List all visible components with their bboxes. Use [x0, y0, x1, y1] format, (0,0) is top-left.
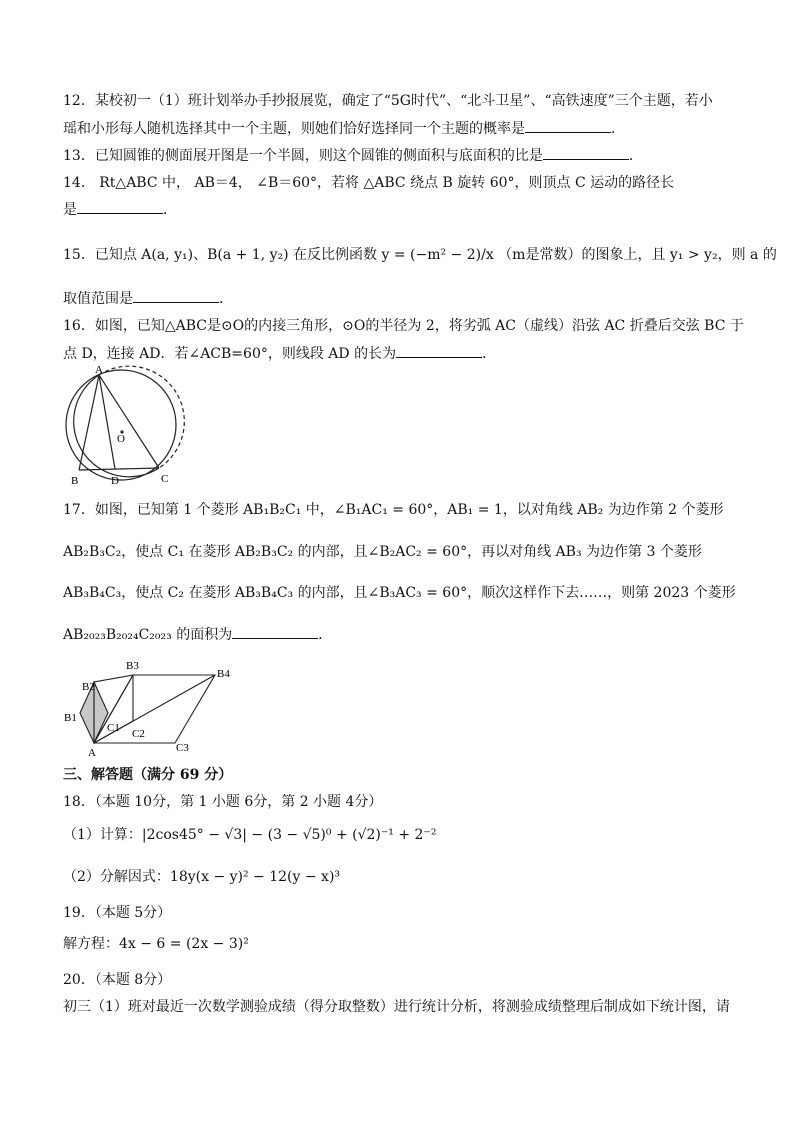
q18-part2: （2）分解因式：18y(x − y)² − 12(y − x)³ — [63, 869, 341, 885]
q13-text: 13．已知圆锥的侧面展开图是一个半圆，则这个圆锥的侧面积与底面积的比是 — [63, 148, 543, 164]
q17-line4 — [63, 624, 744, 645]
q16-label-c: C — [161, 473, 169, 485]
q17-label-c1: C1 — [107, 722, 120, 734]
q12-line1: 12．某校初一（1）班计划举办手抄报展览，确定了“5G时代”、“北斗卫星”、“高铁速度”三个主题，若小 — [63, 93, 713, 109]
q16-line2 — [63, 343, 744, 364]
q17-answer-blank — [232, 624, 318, 639]
q19-body: 解方程：4x − 6 = (2x − 3)² — [63, 936, 249, 952]
q17-label-b4: B4 — [217, 668, 230, 680]
q16-label-d: D — [111, 475, 119, 487]
q14-line2 — [63, 199, 744, 220]
q15-end: ． — [219, 291, 233, 307]
q16-segment-ac — [99, 375, 159, 468]
q14-answer-blank — [77, 199, 163, 214]
q16-circle-solid — [66, 370, 176, 480]
q15-line2 — [63, 288, 744, 309]
q14-line2-text: 是 — [63, 202, 77, 218]
q12-end: ． — [611, 121, 625, 137]
q17-label-c3: C3 — [176, 742, 189, 754]
q17-line3: AB₃B₄C₃，使点 C₂ 在菱形 AB₃B₄C₃ 的内部，且∠B₃AC₃ = 60°，顺次这样作下去……，则第 2023 个菱形 — [63, 585, 736, 601]
q13-answer-blank — [543, 145, 629, 160]
q12-line2-text: 瑶和小形每人随机选择其中一个主题，则她们恰好选择同一个主题的概率是 — [63, 121, 525, 137]
q18-header: 18．（本题 10分，第 1 小题 6分，第 2 小题 4分） — [63, 794, 383, 810]
q15-answer-blank — [133, 288, 219, 303]
q17-line1: 17．如图，已知第 1 个菱形 AB₁B₂C₁ 中，∠B₁AC₁ = 60°，AB₁ = 1，以对角线 AB₂ 为边作第 2 个菱形 — [63, 502, 724, 518]
q16-fold-arc-folded — [74, 375, 159, 477]
q17-line2: AB₂B₃C₂，使点 C₁ 在菱形 AB₂B₃C₂ 的内部，且∠B₂AC₂ = 60°，再以对角线 AB₃ 为边作第 3 个菱形 — [63, 544, 702, 560]
q16-segment-ad — [99, 375, 115, 469]
q16-end: ． — [482, 346, 497, 362]
q15-line2-text: 取值范围是 — [63, 291, 133, 307]
q17-rhombus-figure — [60, 655, 240, 765]
q16-line2-text: 点 D，连接 AD．若∠ACB=60°，则线段 AD 的长为 — [63, 346, 397, 362]
q17-label-b2: B2 — [82, 681, 95, 693]
q13-end: ． — [628, 148, 643, 164]
section-3-heading: 三、解答题（满分 69 分） — [63, 767, 233, 783]
q17-end: ． — [318, 627, 333, 643]
q16-label-o: O — [117, 433, 125, 445]
q16-line1: 16．如图，已知△ABC是⊙O的内接三角形，⊙O的半径为 2，将劣弧 AC（虚线）沿弦 AC 折叠后交弦 BC 于 — [63, 318, 744, 334]
q18-part1: （1）计算：|2cos45° − √3| − (3 − √5)⁰ + (√2)⁻¹ + 2⁻² — [63, 827, 437, 843]
q14-line1: 14． Rt△ABC 中， AB＝4， ∠B＝60°，若将 △ABC 绕点 B 旋转 60°，则顶点 C 运动的路径长 — [63, 175, 675, 191]
q16-segment-ab — [79, 375, 99, 470]
q16-label-b: B — [71, 475, 79, 487]
q16-circle-figure — [55, 362, 185, 490]
q16-segment-bc — [79, 468, 159, 470]
q12-line2 — [63, 118, 744, 139]
q17-label-a: A — [88, 747, 96, 759]
q17-label-b3: B3 — [126, 660, 139, 672]
q20-header: 20．（本题 8分） — [63, 972, 172, 988]
q16-answer-blank — [396, 343, 482, 358]
q12-answer-blank — [525, 118, 611, 133]
q13-line — [63, 145, 744, 166]
q19-header: 19．（本题 5分） — [63, 905, 172, 921]
q17-label-c2: C2 — [132, 728, 145, 740]
q14-end: ． — [163, 202, 177, 218]
q17-line4-text: AB₂₀₂₃B₂₀₂₄C₂₀₂₃ 的面积为 — [63, 627, 233, 643]
q15-line1: 15．已知点 A(a, y₁)、B(a + 1, y₂) 在反比例函数 y = (−m² − 2)/x （m是常数）的图象上，且 y₁ > y₂，则 a 的 — [63, 247, 777, 263]
q20-body: 初三（1）班对最近一次数学测验成绩（得分取整数）进行统计分析，将测验成绩整理后制成如下统计图，请 — [63, 999, 730, 1015]
q16-label-a: A — [95, 364, 103, 376]
q17-label-b1: B1 — [64, 712, 77, 724]
